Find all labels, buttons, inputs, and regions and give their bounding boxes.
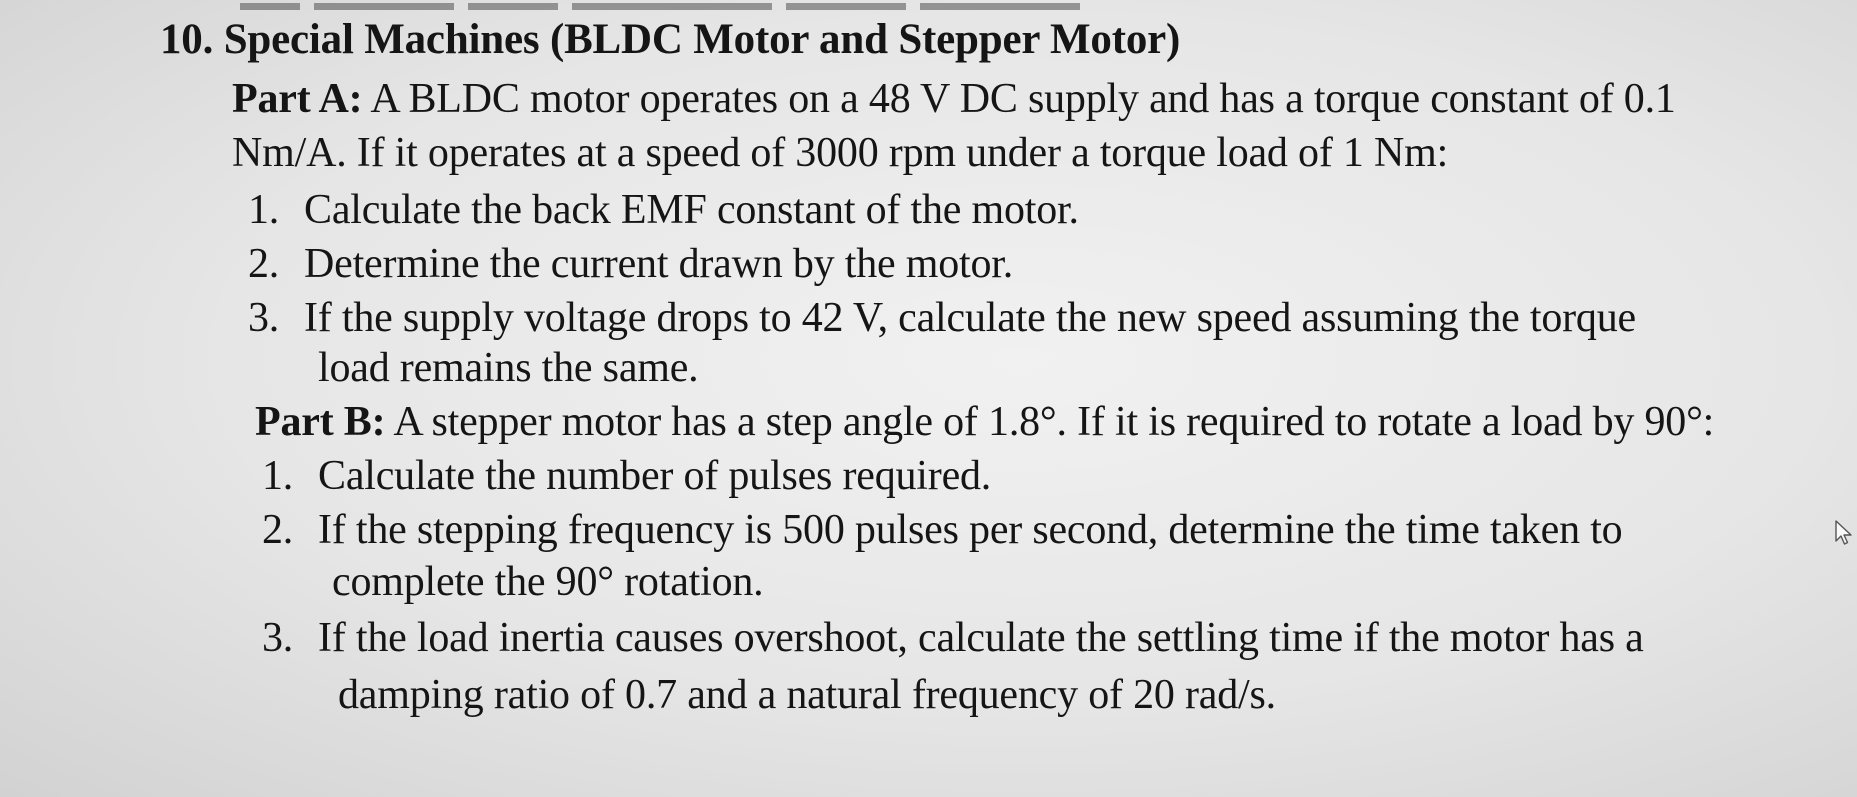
cropped-previous-text <box>240 0 1340 10</box>
list-number: 2. <box>262 507 294 553</box>
part-b-item-3 <box>262 617 1644 659</box>
part-b-intro-line <box>255 401 1714 443</box>
list-item-text: Calculate the back EMF constant of the motor. <box>304 187 1079 233</box>
part-a-label: Part A: <box>232 76 363 122</box>
list-item-text: Calculate the number of pulses required. <box>318 453 992 499</box>
list-item-text: If the supply voltage drops to 42 V, calculate the new speed assuming the torque <box>304 295 1636 341</box>
list-number: 3. <box>248 295 280 341</box>
section-heading: 10. Special Machines (BLDC Motor and Stepper Motor) <box>160 16 1181 63</box>
part-b-label: Part B: <box>255 399 386 445</box>
part-a-item-2 <box>248 243 1013 285</box>
part-a-item-3 <box>248 297 1636 339</box>
part-a-item-1 <box>248 189 1079 231</box>
list-number: 3. <box>262 615 294 661</box>
list-item-text: Determine the current drawn by the motor. <box>304 241 1014 287</box>
part-b-intro-text: A stepper motor has a step angle of 1.8°. If it is required to rotate a load by 90°: <box>385 399 1715 445</box>
part-a-intro-line-2: Nm/A. If it operates at a speed of 3000 rpm under a torque load of 1 Nm: <box>232 130 1449 176</box>
list-number: 2. <box>248 241 280 287</box>
part-a-intro-text-1: A BLDC motor operates on a 48 V DC supply and has a torque constant of 0.1 <box>362 76 1676 122</box>
list-item-text: If the load inertia causes overshoot, calculate the settling time if the motor has a <box>318 615 1644 661</box>
part-b-item-2-continuation: complete the 90° rotation. <box>332 559 764 605</box>
part-a-item-3-continuation: load remains the same. <box>318 345 699 391</box>
mouse-pointer-icon <box>1835 520 1853 546</box>
part-b-item-2 <box>262 509 1622 551</box>
part-b-item-1 <box>262 455 991 497</box>
part-a-intro-line-1 <box>232 78 1676 120</box>
list-number: 1. <box>262 453 294 499</box>
list-number: 1. <box>248 187 280 233</box>
list-item-text: If the stepping frequency is 500 pulses per second, determine the time taken to <box>318 507 1623 553</box>
part-b-item-3-continuation: damping ratio of 0.7 and a natural frequency of 20 rad/s. <box>338 672 1276 718</box>
